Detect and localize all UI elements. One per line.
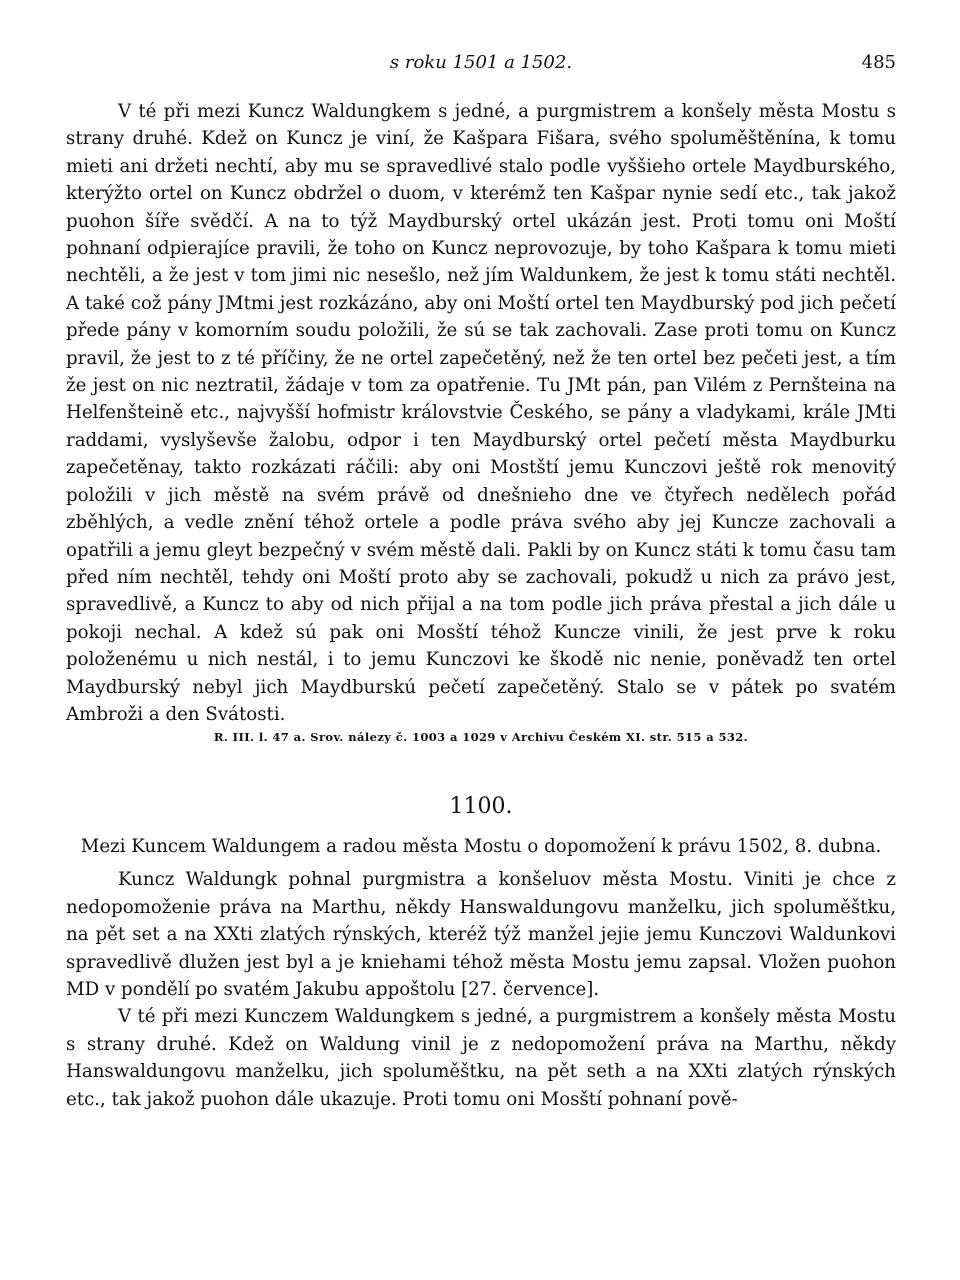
running-head <box>66 52 896 80</box>
book-page <box>66 52 896 1113</box>
body-paragraph: V té při mezi Kunczem Waldungkem s jedné, a purgmistrem a konšely města Mostu s strany druhé. Kdež on Waldung vinil je z nedopomožení práva na Marthu, někdy Hanswaldungovu manželku, jich spoluměštku, na pět seth a na XXti zlatých rýnských etc., tak jakož puohon dále ukazuje. Proti tomu oni Mosští pohnaní pově- <box>66 1006 896 1110</box>
page-number: 485 <box>861 52 896 73</box>
running-title: s roku 1501 a 1502. <box>389 52 573 73</box>
document-number: 1100. <box>449 794 513 820</box>
body-paragraph: Kuncz Waldungk pohnal purgmistra a konšeluov města Mostu. Viniti je chce z nedopomoženie práva na Marthu, někdy Hanswaldungovu manželku, jich spoluměštku, na pět set a na XXti zlatých rýnských, kteréž týž manžel jejie jemu Kunczovi Waldunkovi spravedlivě dlužen jest byl a je kniehami téhož města Mostu jemu zapsal. Vložen puohon MD v pondělí po svatém Jakubu appoštolu [27. července]. <box>66 869 896 1000</box>
archival-reference: R. III. l. 47 a. Srov. nálezy č. 1003 a 1029 v Archivu Českém XI. str. 515 a 532. <box>213 730 749 745</box>
body-paragraph: V té při mezi Kuncz Waldungkem s jedné, a purgmistrem a konšely města Mostu s strany druhé. Kdež on Kuncz je viní, že Kašpara Fišara, svého spoluměštěnína, k tomu mieti ani držeti nechtí, aby mu se spravedlivé stalo podle vyššieho ortele Maydburského, kterýžto ortel on Kuncz obdržel o duom, v kterémž ten Kašpar nynie sedí etc., tak jakož puohon šíře svědčí. A na to týž Maydburský ortel ukázán jest. Proti tomu oni Moští pohnaní odpierajíce pravili, že toho on Kuncz neprovozuje, by toho Kašpara k tomu mieti nechtěli, a že jest v tom jimi nic nesešlo, než jím Waldunkem, že jest k tomu státi nechtěl. A také což pány JMtmi jest rozkázáno, aby oni Moští ortel ten Maydburský pod jich pečetí přede pány v komorním soudu položili, že sú se tak zachovali. Zase proti tomu on Kuncz pravil, že jest to z té příčiny, že ne ortel zapečetěný, než že ten ortel bez pečeti jest, a tím že jest on nic neztratil, žádaje v tom za opatřenie. Tu JMt pán, pan Vilém z Pernšteina na Helfenšteině etc., najvyšší hofmistr královstvie Českého, se pány a vladykami, krále JMti raddami, vyslyševše žalobu, odpor i ten Maydburský ortel pečetí města Maydburku zapečetěnay, takto rozkázati ráčili: aby oni Mostští jemu Kunczovi ještě rok menovitý položili v jich městě na svém právě od dnešnieho dne ve čtyřech nedělech pořád zběhlých, a vedle znění téhož ortele a podle práva svého aby jej Kuncze zachovali a opatřili a jemu gleyt bezpečný v svém městě dali. Pakli by on Kuncz státi k tomu času tam před ním nechtěl, tehdy oni Moští proto aby se zachovali, pokudž u nich za právo jest, spravedlivě, a Kuncz to aby od nich přijal a na tom podle jich práva přestal a jich dále u pokoji nechal. A kdež sú pak oni Mosští téhož Kuncze vinili, že jest prve k roku položenému u nich nestál, i to jemu Kunczovi ke škodě nic nenie, poněvadž ten ortel Maydburský nebyl jich Maydburskú pečetí zapečetěný. Stalo se v pátek po svatém Ambroži a den Svátosti. <box>66 101 896 725</box>
document-title: Mezi Kuncem Waldungem a radou města Mostu o dopomožení k právu 1502, 8. dubna. <box>80 836 882 858</box>
